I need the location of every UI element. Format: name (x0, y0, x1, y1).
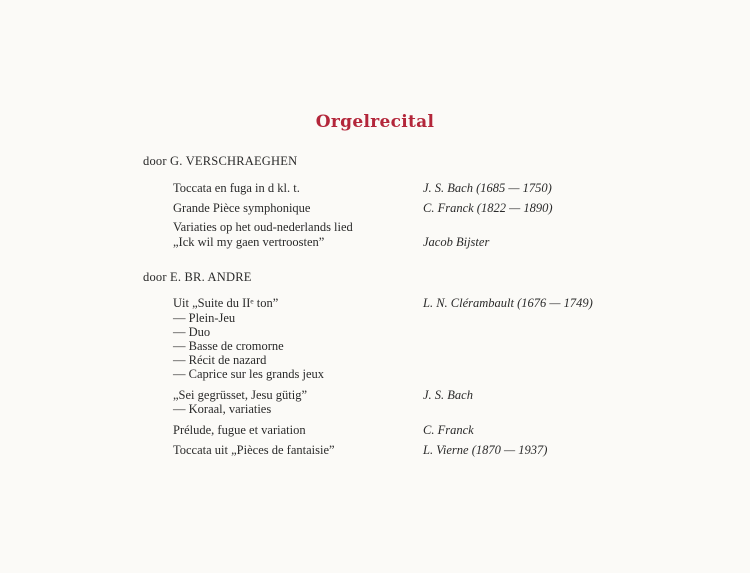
piece-title: Toccata uit „Pièces de fantaisie” (173, 443, 335, 457)
composer-name: C. Franck (423, 423, 474, 437)
performer-heading: door E. BR. ANDRE (143, 270, 252, 284)
piece-title: Uit „Suite du IIᵉ ton” (173, 296, 279, 310)
composer-name: L. N. Clérambault (1676 — 1749) (423, 296, 593, 310)
program-entry (0, 296, 750, 312)
composer-name: Jacob Bijster (423, 235, 490, 249)
page-title: Orgelrecital (315, 112, 435, 132)
piece-movement: — Caprice sur les grands jeux (173, 367, 325, 381)
piece-movement: — Plein-Jeu (173, 311, 236, 325)
piece-title: „Ick wil my gaen vertroosten” (173, 235, 325, 249)
composer-name: J. S. Bach (423, 388, 473, 402)
piece-title: Variaties op het oud-nederlands lied (173, 220, 353, 234)
composer-name: J. S. Bach (1685 — 1750) (423, 181, 552, 195)
program-entry (0, 367, 750, 383)
composer-name: C. Franck (1822 — 1890) (423, 201, 553, 215)
program-entry (0, 443, 750, 459)
piece-movement: — Duo (173, 325, 211, 339)
program-entry (0, 235, 750, 251)
program-entry (0, 181, 750, 197)
program-entry (0, 402, 750, 418)
performer-heading: door G. VERSCHRAEGHEN (143, 154, 298, 168)
piece-title: Grande Pièce symphonique (173, 201, 311, 215)
composer-name: L. Vierne (1870 — 1937) (423, 443, 548, 457)
program-entry (0, 423, 750, 439)
program-entry (0, 201, 750, 217)
piece-title: „Sei gegrüsset, Jesu gütig” (173, 388, 308, 402)
piece-title: Toccata en fuga in d kl. t. (173, 181, 300, 195)
piece-movement: — Koraal, variaties (173, 402, 272, 416)
piece-movement: — Basse de cromorne (173, 339, 284, 353)
piece-movement: — Récit de nazard (173, 353, 267, 367)
program-entry (0, 220, 750, 236)
piece-title: Prélude, fugue et variation (173, 423, 306, 437)
